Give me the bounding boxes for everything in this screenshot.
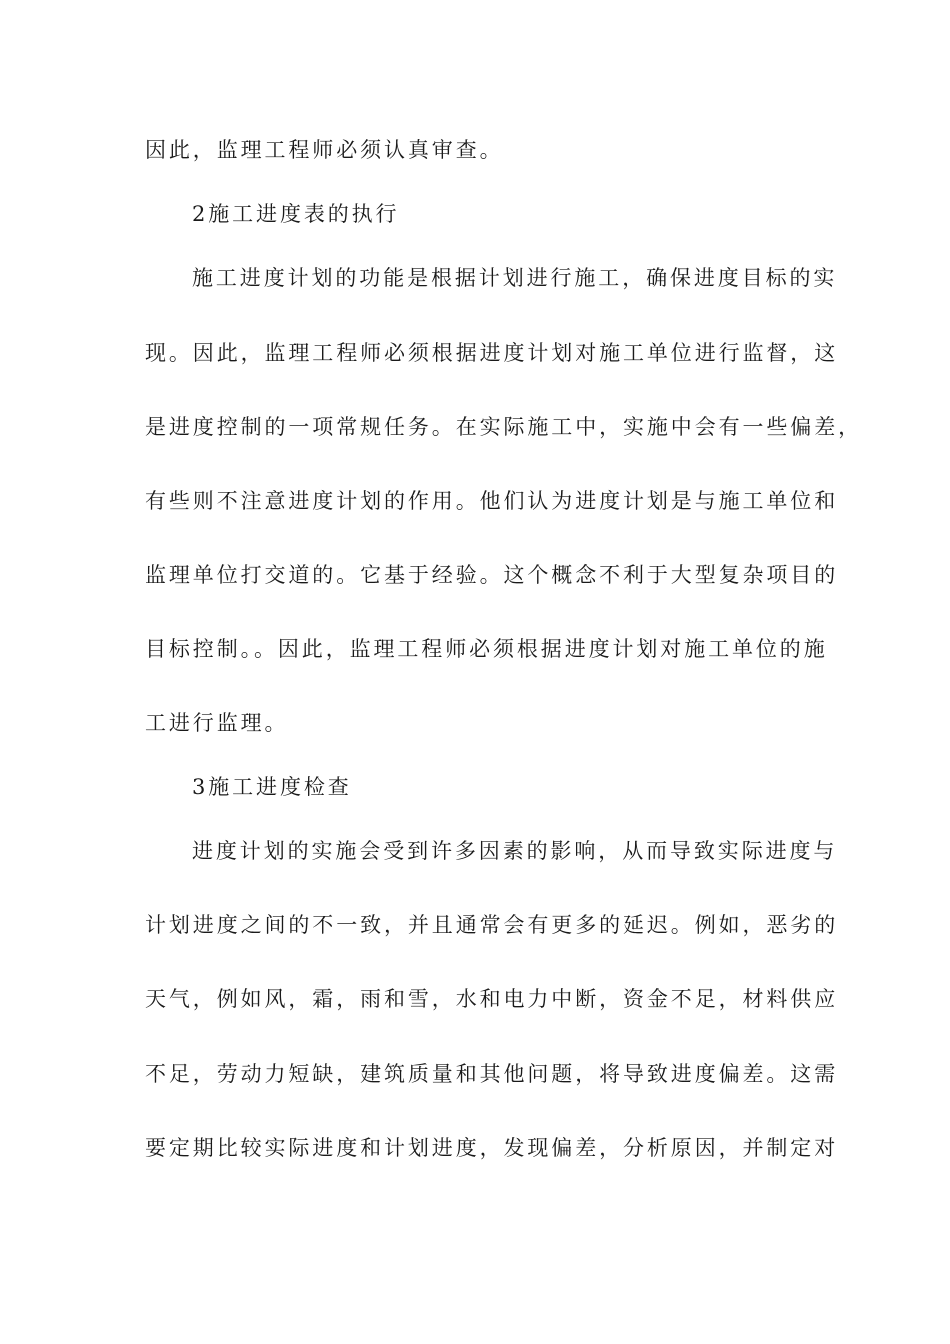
paragraph-line: 是进度控制的一项常规任务。在实际施工中，实施中会有一些偏差， <box>145 415 862 439</box>
paragraph-line: 不足，劳动力短缺，建筑质量和其他问题，将导致进度偏差。这需 <box>145 1062 839 1086</box>
section-heading: 3施工进度检查 <box>192 775 352 799</box>
paragraph-line: 工进行监理。 <box>145 711 289 735</box>
paragraph-line: 天气，例如风，霜，雨和雪，水和电力中断，资金不足，材料供应 <box>145 987 839 1011</box>
paragraph-line: 进度计划的实施会受到许多因素的影响，从而导致实际进度与 <box>192 839 838 863</box>
paragraph-line: 因此，监理工程师必须认真审查。 <box>145 138 504 162</box>
section-heading: 2施工进度表的执行 <box>192 202 400 226</box>
paragraph-line: 要定期比较实际进度和计划进度，发现偏差，分析原因，并制定对 <box>145 1136 839 1160</box>
paragraph-line: 现。因此，监理工程师必须根据进度计划对施工单位进行监督，这 <box>145 341 839 365</box>
paragraph-line: 施工进度计划的功能是根据计划进行施工，确保进度目标的实 <box>192 266 838 290</box>
paragraph-line: 计划进度之间的不一致，并且通常会有更多的延迟。例如，恶劣的 <box>145 913 839 937</box>
paragraph-line: 有些则不注意进度计划的作用。他们认为进度计划是与施工单位和 <box>145 489 839 513</box>
paragraph-line: 目标控制。。因此，监理工程师必须根据进度计划对施工单位的施 <box>145 637 828 661</box>
paragraph-line: 监理单位打交道的。它基于经验。这个概念不利于大型复杂项目的 <box>145 563 839 587</box>
